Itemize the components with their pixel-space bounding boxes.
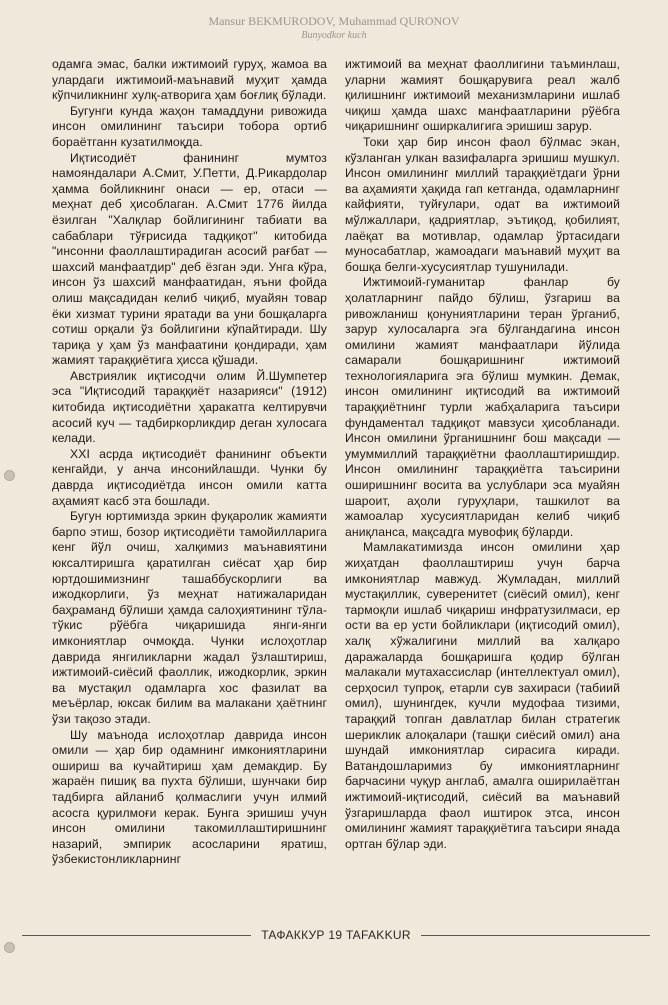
header-authors: Mansur BEKMURODOV, Muhammad QURONOV [208, 14, 460, 28]
header-subtitle: Bunyodkor kuch [301, 30, 367, 41]
binder-hole [4, 470, 15, 481]
binder-hole [4, 942, 15, 953]
footer-page-label: ТАФАККУР 19 TAFAKKUR [261, 928, 411, 942]
paragraph: Токи ҳар бир инсон фаол бўлмас экан, кўзланган улкан вазифаларга эришиш мушкул. Инсон омилининг миллий тараққиётдаги ўрни ва аҳамияти ҳақида гап кетганда, одамларнинг кайфияти, туйғулари, одат ва ижтимоий мўлжаллари, қадриятлар, эътиқод, қобилият, лаёқат ва мотивлар, одамлар ўртасидаги муносабатлар, жамоадаги маънавий муҳит ва бошқа белги-хусусиятлар тушунилади. [345, 134, 620, 274]
paragraph: ижтимоий ва меҳнат фаоллигини таъминлаш, уларни жамият бошқарувига реал жалб қилишнинг ижтимоий механизмларини ишлаб чиқиш ҳамда шахс манфаатларини рўёбга чиқаришнинг оширкалигига эришиш зарур. [345, 57, 620, 134]
footer-rule-right [421, 935, 650, 936]
page-footer [22, 928, 650, 942]
paragraph: Ижтимоий-гуманитар фанлар бу ҳолатларнинг пайдо бўлиш, ўзгариш ва ривожланиш қонуниятларини теран ўрганиб, зарур хулосаларга эга бўлгандагина инсон омилини жамият манфаатлари йўлида самарали бошқаришнинг ижтимоий технологияларига эга бўлиш мумкин. Демак, инсон омилининг иқтисодий ва ижтимоий тараққиётнинг турли жабҳаларига таъсири фундаментал тадқиқот мавзуси ҳисобланади. Инсон омилини ўрганишнинг бош мақсади — умуммиллий тараққиётни фаоллаштиришдир. Инсон омилининг тараққиётга таъсирини оширишнинг восита ва услублари эса муайян шароит, аҳоли гуруҳлари, ташкилот ва жамоалар хусусиятларидан келиб чиқиб аниқланса, мақсадга мувофиқ бўларди. [345, 275, 620, 539]
paragraph: одамга эмас, балки ижтимоий гуруҳ, жамоа ва улардаги ижтимоий-маънавий муҳит ҳамда кўпчиликнинг хулқ-атворига ҳам боғлиқ бўлади. [52, 57, 327, 103]
paragraph: Шу маънода ислоҳотлар даврида инсон омили — ҳар бир одамнинг имкониятларини ошириш ва кучайтириш ҳам демакдир. Бу жараён пишиқ ва пухта бўлиши, шунчаки бир тадбирга айланиб қолмаслиги учун илмий асосга қурилмоғи керак. Бунга эришиш учун инсон омилини такомиллаштиришнинг назарий, эмпирик асосларини яратиш, ўзбекистонликларнинг [52, 727, 327, 867]
paragraph: Иқтисодиёт фанининг мумтоз намояндалари А.Смит, У.Петти, Д.Рикардолар ҳамма бойликнинг онаси — ер, отаси — меҳнат деб ҳисоблаган. А.Смит 1776 йилда ёзилган "Халқлар бойлигининг табиати ва сабаблари тўғрисида тадқиқот" китобида "инсонни фаоллаштирадиган асосий рағбат — шахсий манфаатдир" деб ёзган эди. Унга кўра, инсон ўз шахсий манфаатидан, яъни фойда олиш мақсадидан келиб чиқиб, муайян товар ёки хизмат турини яратади ва уни бошқаларга сотиш орқали ўз бойлигини кўпайтиради. Шу тариқа у ҳам ўз манфаатини қондиради, ҳам жамият тараққиётига ҳисса қўшади. [52, 150, 327, 368]
running-header [0, 14, 668, 43]
paragraph: XXI асрда иқтисодиёт фанининг объекти кенгайди, у анча инсонийлашди. Чунки бу даврда иқтисодиётда инсон омили катта аҳамият касб эта бошлади. [52, 446, 327, 508]
right-column [345, 57, 620, 852]
footer-rule-left [22, 935, 251, 936]
left-column [52, 57, 327, 868]
paragraph: Бугун юртимизда эркин фуқаролик жамияти барпо этиш, бозор иқтисодиёти тамойилларига кенг йўл очиш, халқимиз маънавиятини юксалтиришга қаратилган сиёсат ҳар бир юртдошимизнинг ташаббускорлиги ва ижодкорлиги, ўз меҳнат натижаларидан баҳраманд бўлиши ҳамда салоҳиятининг тўла-тўкис рўёбга чиқаришида янги-янги имкониятлар очмоқда. Чунки ислоҳотлар даврида янгиликларни жадал ўзлаштириш, ижтимоий-сиёсий фаоллик, ижодкорлик, эркин ва мустақил одамларга хос фазилат ва меъёрлар, юксак билим ва малакани ҳаётнинг ўзи тақозо этади. [52, 509, 327, 726]
paragraph: Австриялик иқтисодчи олим Й.Шумпетер эса "Иқтисодий тараққиёт назарияси" (1912) китобида иқтисодиётни ҳаракатга келтирувчи асосий куч — тадбиркорликдир деган хулосага келади. [52, 368, 327, 446]
paragraph: Мамлакатимизда инсон омилини ҳар жиҳатдан фаоллаштириш учун барча имкониятлар мавжуд. Жумладан, миллий мустақиллик, суверенитет (сиёсий омил), кенг тармоқли ишлаб чиқариш инфратузилмаси, ер ости ва ер усти бойликлари (иқтисодий омил), халқ хўжалигини миллий ва халқаро даражаларда бошқаришга қодир бўлган малакали мутахассислар (интеллектуал омил), серҳосил тупроқ, етарли сув захираси (табиий омил), шунингдек, кучли мудофаа тизими, тараққий топган давлатлар билан стратегик шериклик алоқалари (ташқи сиёсий омил) ана шундай имкониятлар сирасига киради. Ватандошларимиз бу имкониятларнинг барчасини чуқур англаб, амалга оширилаётган ижтимоий-иқтисодий, сиёсий ва маънавий ўзгаришларда фаол иштирок этса, инсон омилининг жамият тараққиётига таъсири янада ортган бўлар эди. [345, 540, 620, 851]
paragraph: Бугунги кунда жаҳон тамаддуни ривожида инсон омилининг таъсири тобора ортиб бораётганн кузатилмоқда. [52, 103, 327, 149]
